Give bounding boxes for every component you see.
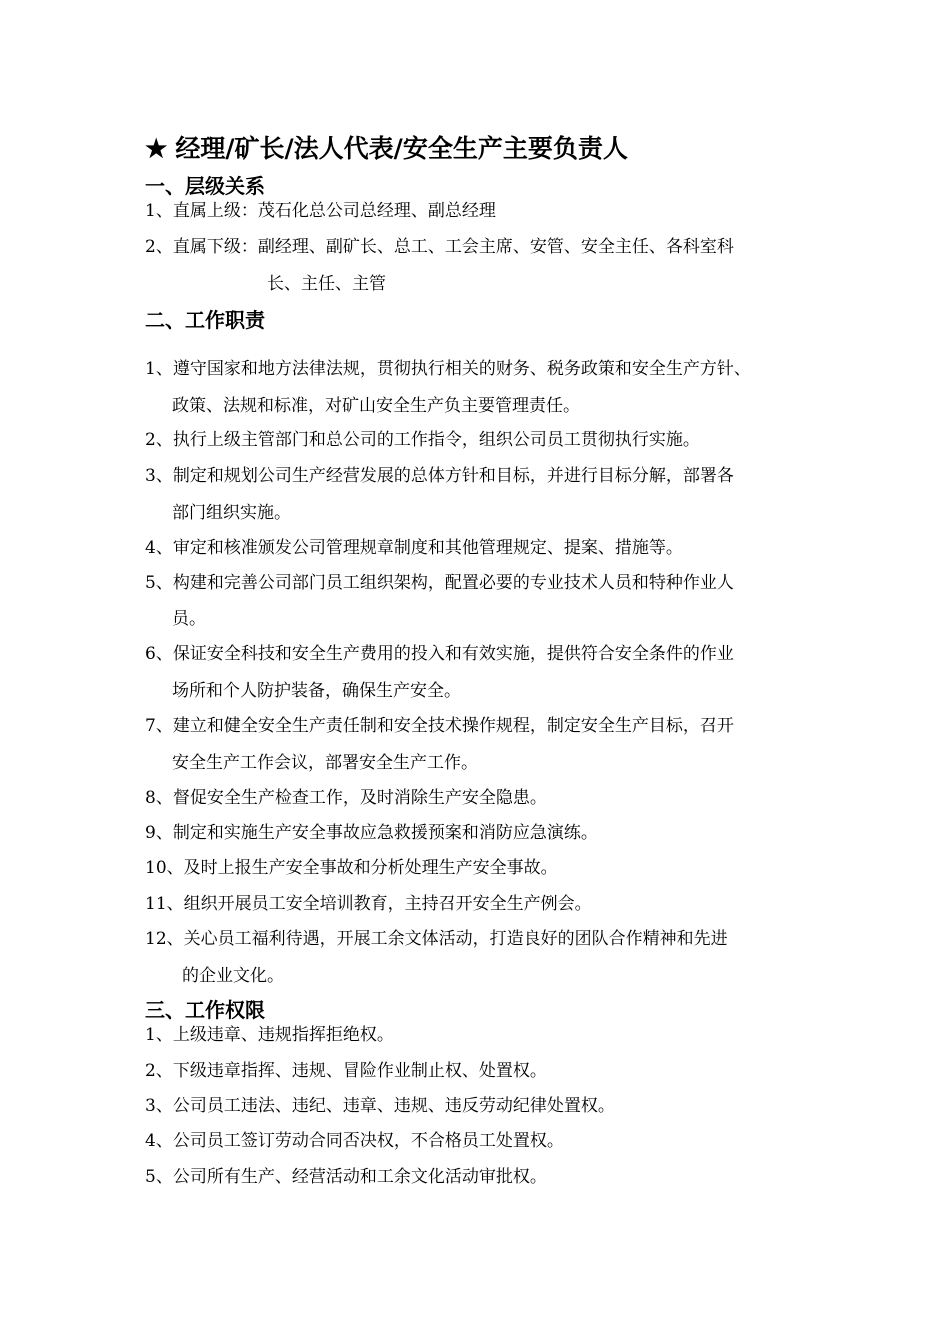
list-item: 1、上级违章、违规指挥拒绝权。 xyxy=(145,1025,394,1045)
list-item: 8、督促安全生产检查工作，及时消除生产安全隐患。 xyxy=(145,788,547,808)
list-item: 11、组织开展员工安全培训教育，主持召开安全生产例会。 xyxy=(145,894,592,914)
list-item: 6、保证安全科技和安全生产费用的投入和有效实施，提供符合安全条件的作业 xyxy=(145,644,734,664)
list-item: 10、及时上报生产安全事故和分析处理生产安全事故。 xyxy=(145,858,558,878)
list-item: 5、构建和完善公司部门员工组织架构，配置必要的专业技术人员和特种作业人 xyxy=(145,573,734,593)
list-item-cont: 场所和个人防护装备，确保生产安全。 xyxy=(172,681,461,701)
section-heading-hierarchy: 一、层级关系 xyxy=(145,174,265,198)
list-item: 7、建立和健全安全生产责任制和安全技术操作规程，制定安全生产目标，召开 xyxy=(145,716,734,736)
page-title-text: 经理/矿长/法人代表/安全生产主要负责人 xyxy=(175,134,628,163)
list-item: 3、公司员工违法、违纪、违章、违规、违反劳动纪律处置权。 xyxy=(145,1096,615,1116)
list-item-superior: 1、直属上级：茂石化总公司总经理、副总经理 xyxy=(145,201,496,221)
star-icon: ★ xyxy=(145,134,168,163)
section-heading-authority: 三、工作权限 xyxy=(145,998,265,1022)
list-item-cont: 部门组织实施。 xyxy=(172,503,291,523)
list-item: 3、制定和规划公司生产经营发展的总体方针和目标，并进行目标分解，部署各 xyxy=(145,466,734,486)
list-item-subordinate-cont: 长、主任、主管 xyxy=(267,274,386,294)
list-item: 2、执行上级主管部门和总公司的工作指令，组织公司员工贯彻执行实施。 xyxy=(145,430,700,450)
list-item-cont: 政策、法规和标准，对矿山安全生产负主要管理责任。 xyxy=(172,396,580,416)
list-item-cont: 的企业文化。 xyxy=(182,966,284,986)
list-item: 4、公司员工签订劳动合同否决权，不合格员工处置权。 xyxy=(145,1131,564,1151)
list-item: 4、审定和核准颁发公司管理规章制度和其他管理规定、提案、措施等。 xyxy=(145,538,683,558)
list-item: 2、下级违章指挥、违规、冒险作业制止权、处置权。 xyxy=(145,1061,547,1081)
list-item-subordinate: 2、直属下级：副经理、副矿长、总工、工会主席、安管、安全主任、各科室科 xyxy=(145,237,734,257)
page-title xyxy=(145,131,628,167)
list-item: 5、公司所有生产、经营活动和工余文化活动审批权。 xyxy=(145,1167,547,1187)
section-heading-duties: 二、工作职责 xyxy=(145,308,265,332)
list-item: 12、关心员工福利待遇，开展工余文体活动，打造良好的团队合作精神和先进 xyxy=(145,929,728,949)
list-item-cont: 员。 xyxy=(172,609,206,629)
list-item-cont: 安全生产工作会议，部署安全生产工作。 xyxy=(172,753,478,773)
list-item: 9、制定和实施生产安全事故应急救援预案和消防应急演练。 xyxy=(145,823,598,843)
list-item: 1、遵守国家和地方法律法规，贯彻执行相关的财务、税务政策和安全生产方针、 xyxy=(145,359,751,379)
